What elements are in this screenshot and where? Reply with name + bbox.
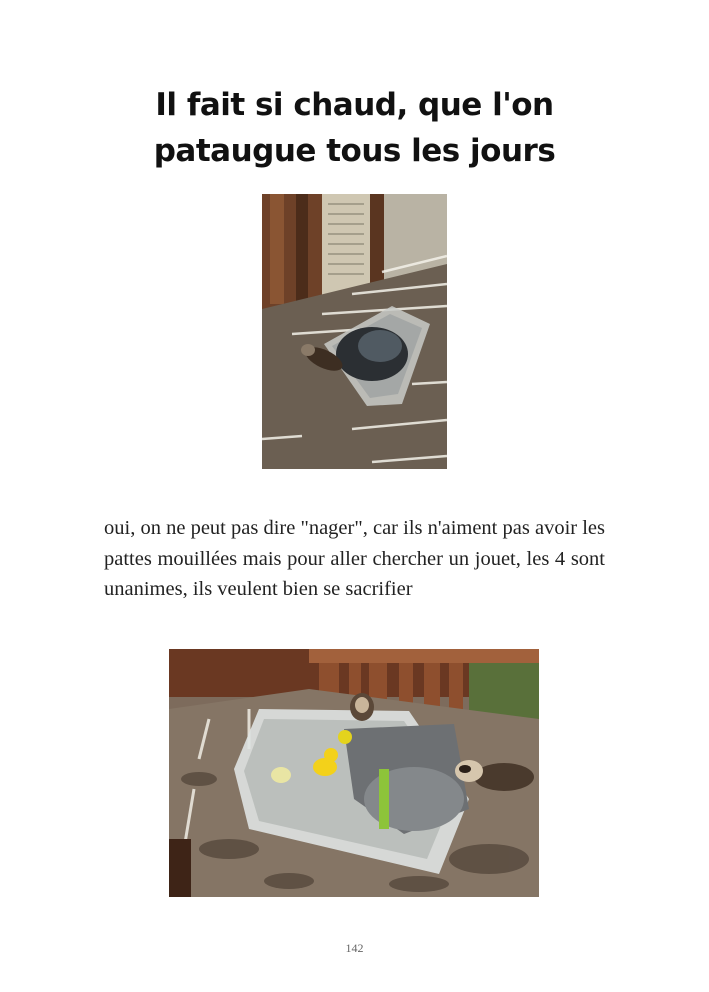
title-line-1: Il fait si chaud, que l'on: [155, 87, 554, 123]
page-number: 142: [345, 941, 364, 955]
body-paragraph: oui, on ne peut pas dire "nager", car ils n'aiment pas avoir les pattes mouillées mais pour aller chercher un jouet, les 4 sont unanimes, ils veulent bien se sacrifier: [104, 517, 605, 600]
page-title: [0, 82, 709, 174]
title-line-2: pataugue tous les jours: [153, 133, 556, 169]
photo-ferrets-tub-ducks: [169, 649, 539, 897]
photo-ferret-bucket-in-tub: [262, 194, 447, 469]
